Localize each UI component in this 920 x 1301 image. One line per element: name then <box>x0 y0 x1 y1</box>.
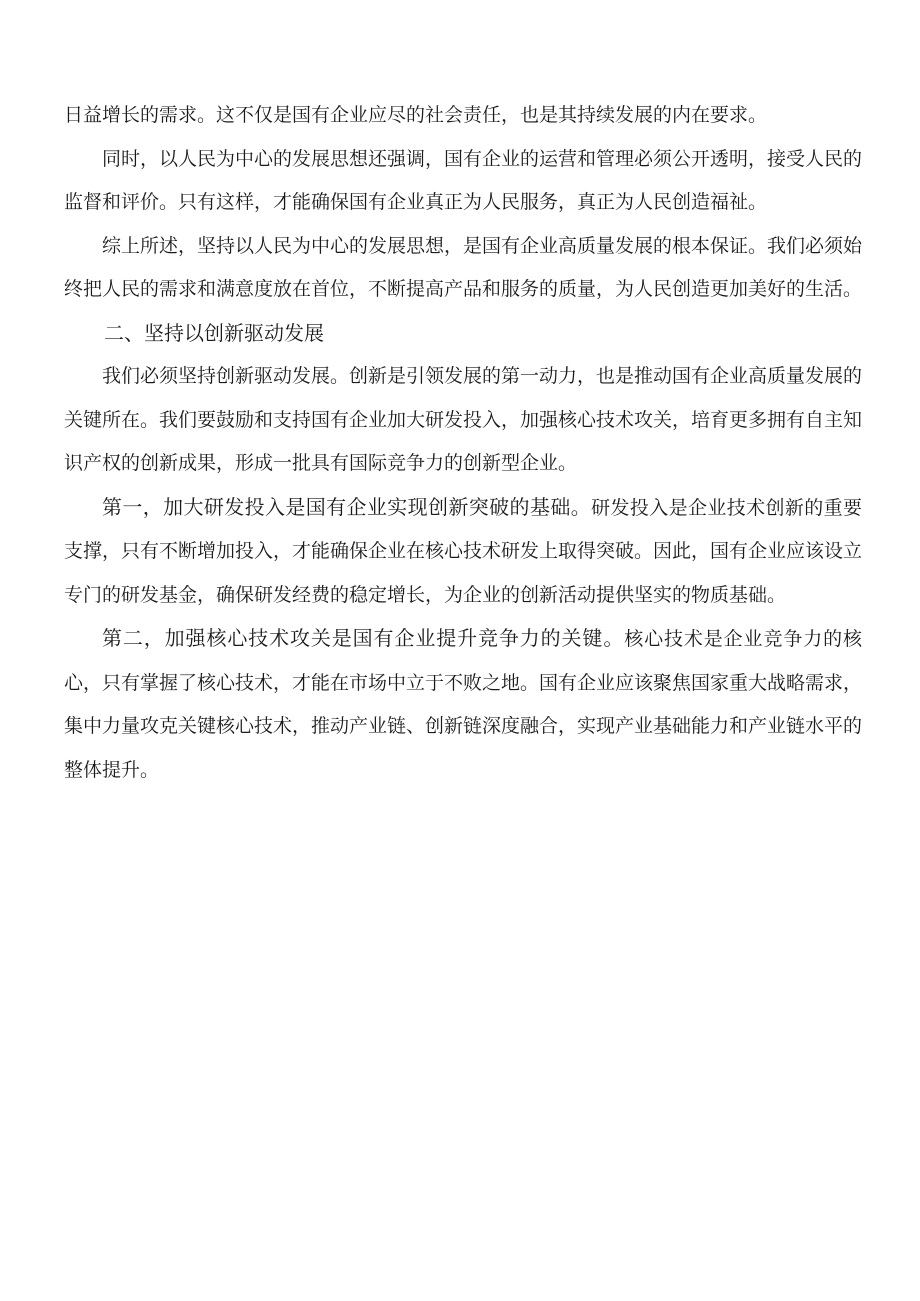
paragraph-continuation <box>64 94 862 138</box>
paragraph-text: 同时，以人民为中心的发展思想还强调，国有企业的运营和管理必须公开透明，接受人民的监督和评价。只有这样，才能确保国有企业真正为人民服务，真正为人民创造福祉。 <box>64 147 863 213</box>
paragraph-text: 我们必须坚持创新驱动发展。创新是引领发展的第一动力，也是推动国有企业高质量发展的关键所在。我们要鼓励和支持国有企业加大研发投入，加强核心技术攻关，培育更多拥有自主知识产权的创新成果，形成一批具有国际竞争力的创新型企业。 <box>64 365 863 474</box>
paragraph-transparency <box>64 138 862 225</box>
paragraph-lead-sentence: 第一，加大研发投入是国有企业实现创新突破的基础。 <box>102 494 592 519</box>
paragraph-text: 核心技术是企业竞争力的核心，只有掌握了核心技术，才能在市场中立于不败之地。国有企业应该聚焦国家重大战略需求，集中力量攻克关键核心技术，推动产业链、创新链深度融合，实现产业基础能力和产业链水平的整体提升。 <box>64 628 863 781</box>
paragraph-summary <box>64 225 862 312</box>
paragraph-text: 日益增长的需求。这不仅是国有企业应尽的社会责任，也是其持续发展的内在要求。 <box>64 104 768 126</box>
paragraph-first-point <box>64 486 862 618</box>
paragraph-text: 研发投入是企业技术创新的重要支撑，只有不断增加投入，才能确保企业在核心技术研发上取得突破。因此，国有企业应该设立专门的研发基金，确保研发经费的稳定增长，为企业的创新活动提供坚实的物质基础。 <box>64 496 863 606</box>
paragraph-text: 综上所述，坚持以人民为中心的发展思想，是国有企业高质量发展的根本保证。我们必须始终把人民的需求和满意度放在首位，不断提高产品和服务的质量，为人民创造更加美好的生活。 <box>64 234 863 300</box>
paragraph-innovation <box>64 355 862 486</box>
paragraph-second-point <box>64 617 862 792</box>
section-heading: 二、坚持以创新驱动发展 <box>104 320 324 345</box>
paragraph-lead-sentence: 第二，加强核心技术攻关是国有企业提升竞争力的关键。 <box>102 626 625 650</box>
document-body <box>64 94 862 792</box>
